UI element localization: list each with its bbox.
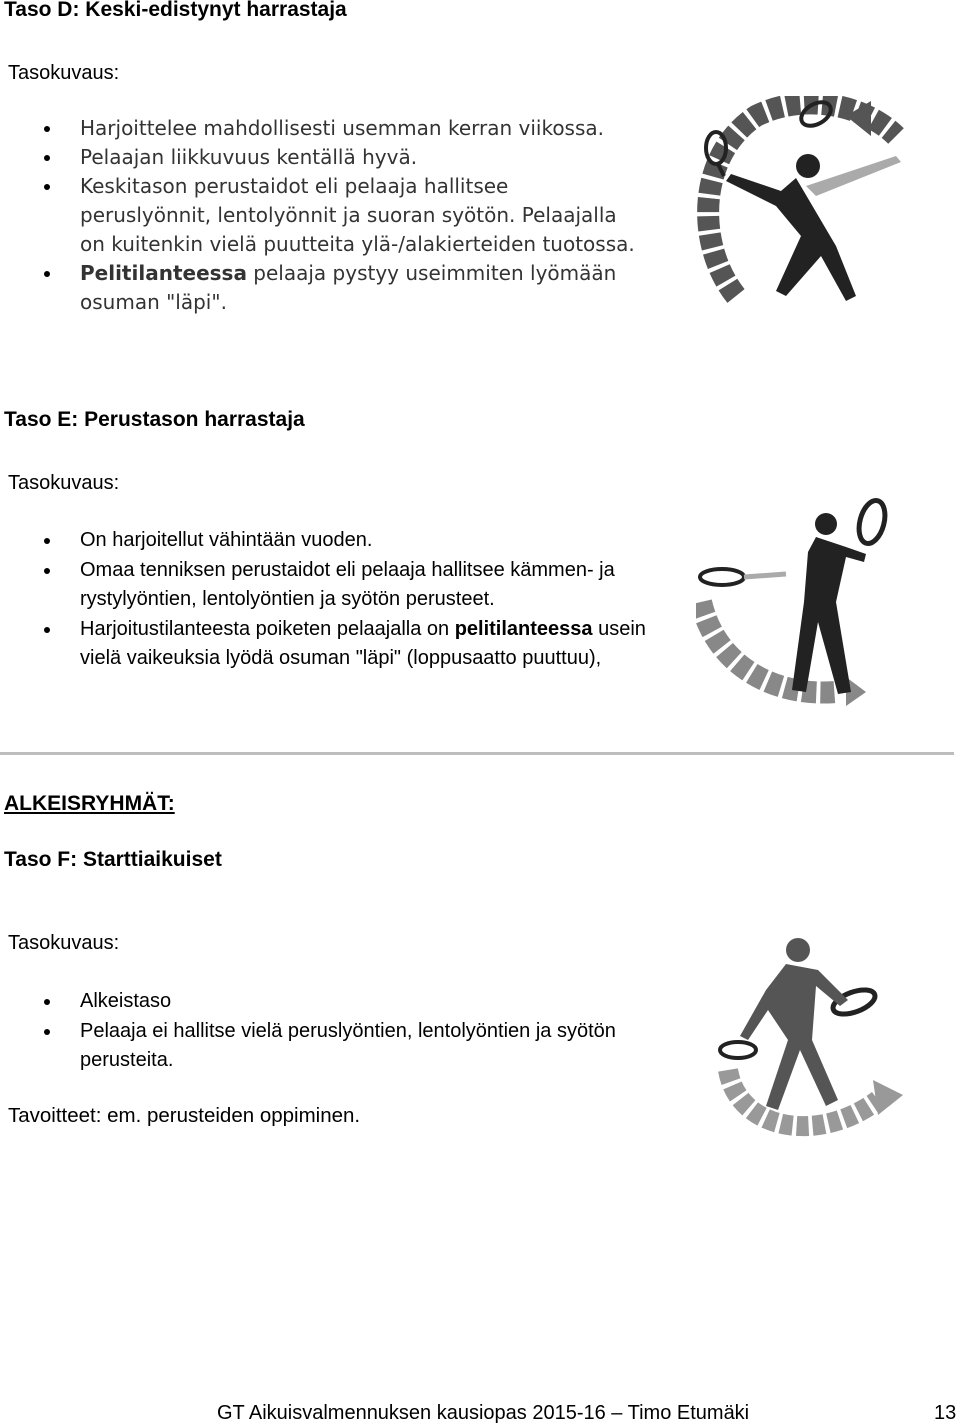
list-item: Pelaaja ei hallitse vielä peruslyöntien, lentolyöntien ja syötön perusteita. (44, 1017, 684, 1076)
list-item: Harjoitustilanteesta poiketen pelaajalla on pelitilanteessa usein vielä vaikeuksia lyödä osuman "läpi" (loppusaatto puuttuu), (44, 615, 684, 674)
heading-level-d: Taso D: Keski-edistynyt harrastaja (4, 0, 347, 21)
list-item: On harjoitellut vähintään vuoden. (44, 526, 684, 556)
list-item: Pelaajan liikkuvuus kentällä hyvä. (44, 143, 644, 172)
heading-level-f: Taso F: Starttiaikuiset (4, 848, 222, 871)
tennis-player-illustration-f (708, 930, 908, 1140)
level-f-description-label: Tasokuvaus: (8, 932, 120, 954)
level-e-bullet-list (44, 526, 684, 674)
level-d-bullet-list (44, 114, 644, 317)
heading-level-e: Taso E: Perustason harrastaja (4, 408, 305, 431)
level-e-description-label: Tasokuvaus: (8, 472, 120, 494)
section-divider (0, 752, 954, 755)
tennis-player-illustration-d (696, 96, 936, 312)
list-item: Pelitilanteessa pelaaja pystyy useimmiten lyömään osuman "läpi". (44, 259, 644, 317)
level-f-bullet-list (44, 987, 684, 1076)
level-d-description-label: Tasokuvaus: (8, 62, 120, 84)
beginners-title: ALKEISRYHMÄT: (4, 792, 175, 815)
level-f-goals: Tavoitteet: em. perusteiden oppiminen. (8, 1104, 361, 1127)
list-item: Omaa tenniksen perustaidot eli pelaaja hallitsee kämmen- ja rystylyöntien, lentolyöntien ja syötön perusteet. (44, 556, 684, 615)
list-item: Harjoittelee mahdollisesti usemman kerran viikossa. (44, 114, 644, 143)
footer-text: GT Aikuisvalmennuksen kausiopas 2015-16 – Timo Etumäki (217, 1402, 750, 1424)
page-number: 13 (934, 1402, 957, 1424)
list-item: Keskitason perustaidot eli pelaaja hallitsee peruslyönnit, lentolyönnit ja suoran syötön. Pelaajalla on kuitenkin vielä puutteita ylä-/alakierteiden tuotossa. (44, 172, 644, 259)
tennis-player-illustration-e (696, 492, 916, 706)
list-item: Alkeistaso (44, 987, 684, 1017)
